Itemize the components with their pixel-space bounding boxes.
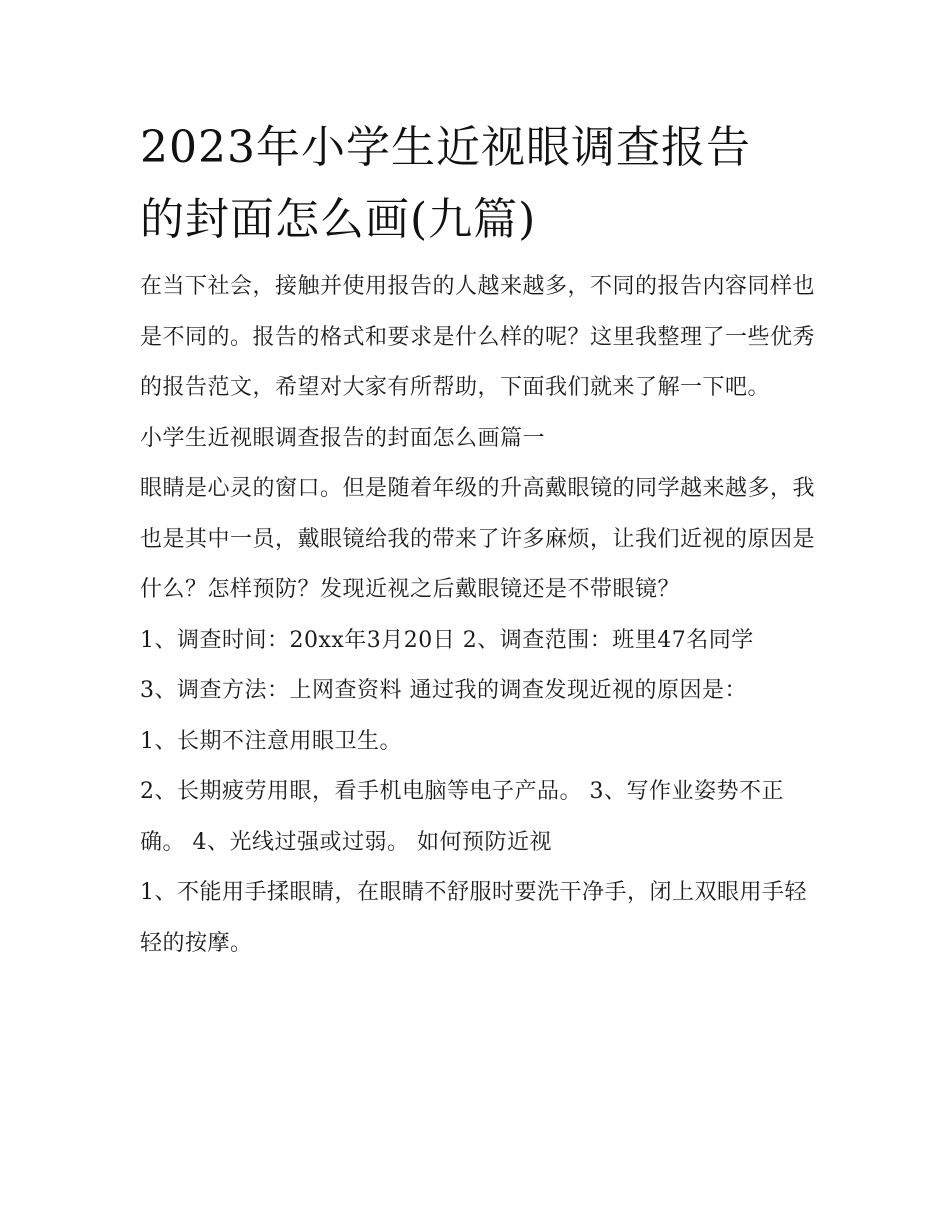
document-body	[140, 112, 820, 969]
survey-method: 3、调查方法：上网查资料 通过我的调查发现近视的原因是：	[140, 678, 747, 703]
list-item: 1、不能用手揉眼睛，在眼睛不舒服时要洗干净手，闭上双眼用手轻轻的按摩。	[140, 880, 807, 956]
title-line-1: 2023年小学生近视眼调查报告	[140, 122, 751, 173]
paragraph: 眼睛是心灵的窗口。但是随着年级的升高戴眼镜的同学越来越多，我也是其中一员，戴眼镜给我的带来了许多麻烦，让我们近视的原因是什么？怎样预防？发现近视之后戴眼镜还是不带眼镜？	[140, 476, 816, 602]
list-item: 1、长期不注意用眼卫生。	[140, 728, 402, 754]
document-title	[140, 112, 820, 256]
intro-paragraph: 在当下社会，接触并使用报告的人越来越多，不同的报告内容同样也是不同的。报告的格式和要求是什么样的呢？这里我整理了一些优秀的报告范文，希望对大家有所帮助，下面我们就来了解一下吧。	[140, 274, 816, 400]
survey-time-scope: 1、调查时间：20xx年3月20日 2、调查范围：班里47名同学	[140, 627, 754, 653]
title-line-2: 的封面怎么画(九篇)	[140, 194, 537, 245]
section-heading: 小学生近视眼调查报告的封面怎么画篇一	[140, 425, 546, 451]
list-item: 2、长期疲劳用眼，看手机电脑等电子产品。 3、写作业姿势不正确。 4、光线过强或过弱。 如何预防近视	[140, 779, 784, 855]
